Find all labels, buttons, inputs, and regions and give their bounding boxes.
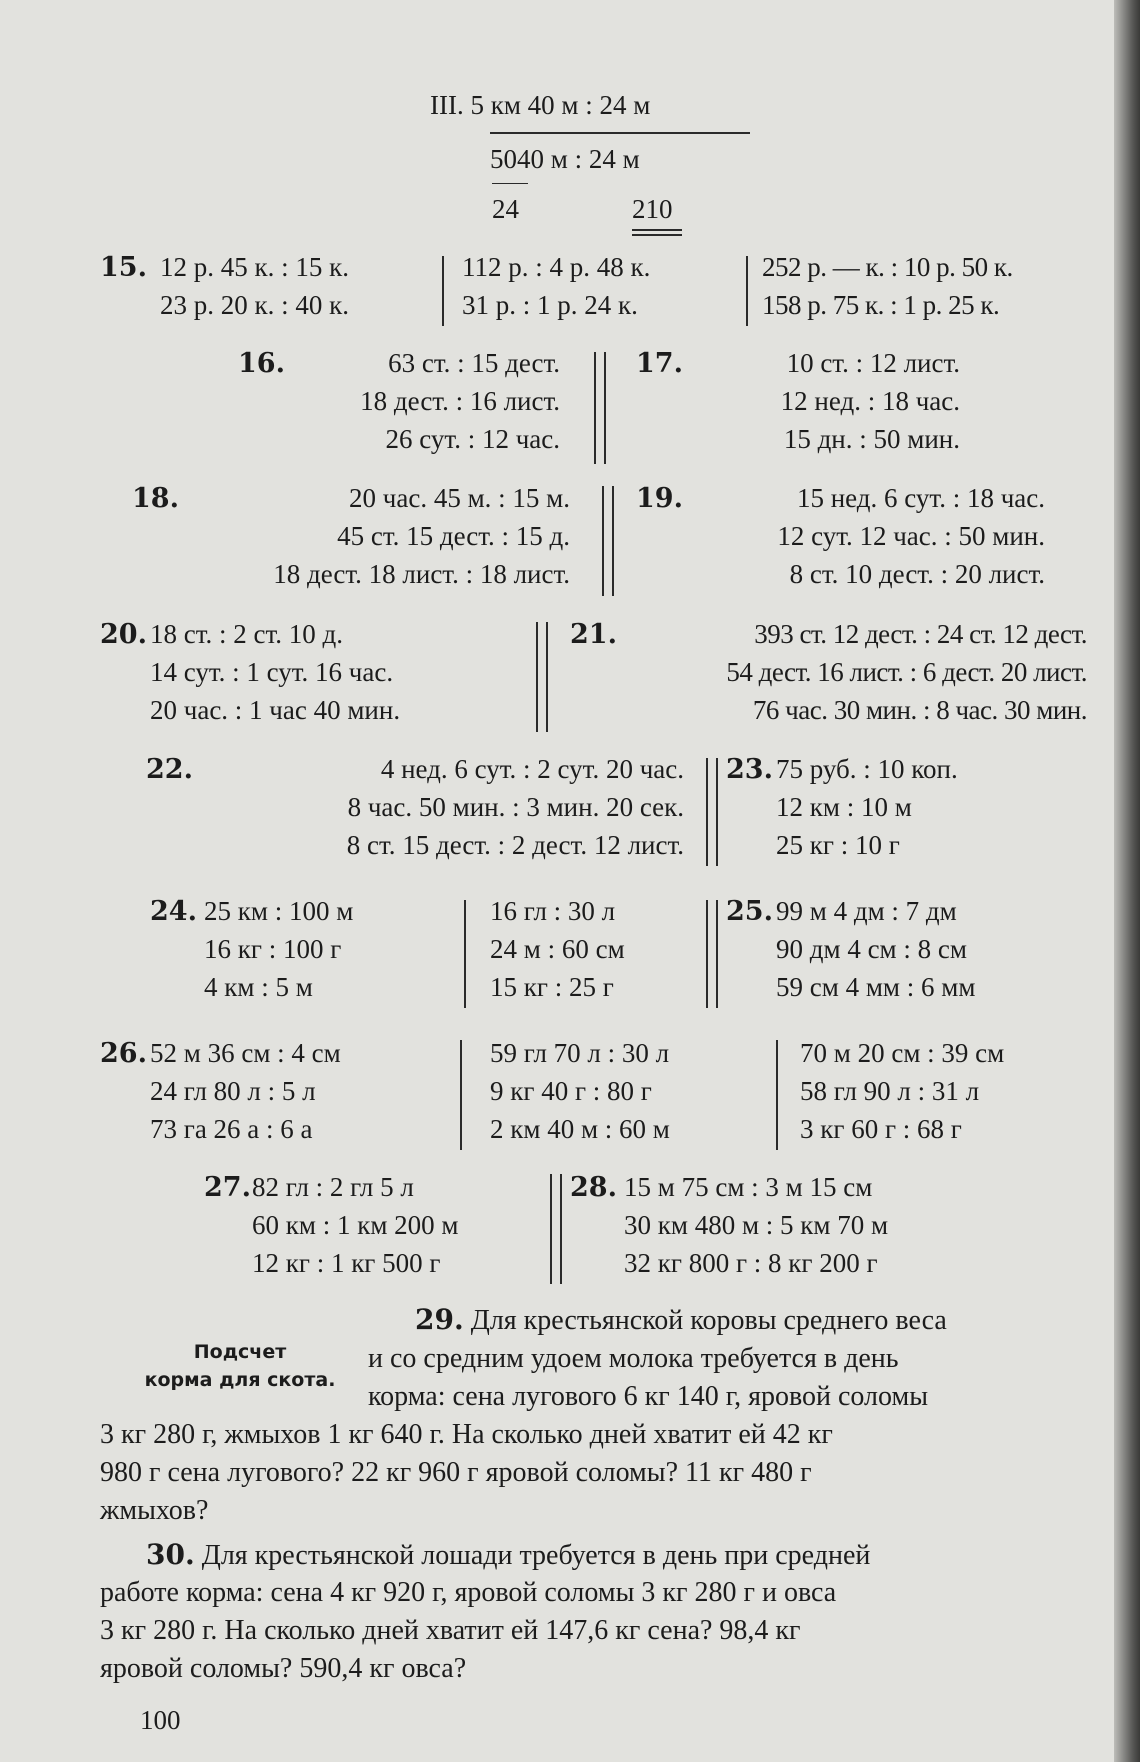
problem-row: 16 кг : 100 г — [204, 934, 342, 964]
problem-24-col-2 — [490, 892, 625, 1006]
problem-row: 63 ст. : 15 дест. — [388, 348, 560, 378]
problem-23-number — [726, 750, 773, 789]
problem-row: 15 нед. 6 сут. : 18 час. — [796, 483, 1045, 513]
problem-row: 4 км : 5 м — [204, 972, 313, 1002]
problem-20-rows — [150, 615, 400, 729]
problem-row: 59 см 4 мм : 6 мм — [776, 972, 976, 1002]
problem-21-number — [570, 615, 617, 654]
problem-row: 12 нед. : 18 час. — [780, 386, 960, 416]
problem-number: 25. — [726, 896, 773, 927]
problem-row: 75 руб. : 10 коп. — [776, 754, 958, 784]
problem-25-rows — [776, 892, 975, 1006]
problem-number: 23. — [726, 754, 773, 785]
problem-number: 17. — [636, 348, 683, 379]
problem-20-number — [100, 615, 147, 654]
problem-15-col-1-rows — [160, 248, 349, 324]
problem-row: 15 дн. : 50 мин. — [783, 424, 960, 454]
example-line-1: III. 5 км 40 м : 24 м — [430, 90, 651, 120]
example-result-right: 210 — [632, 194, 673, 224]
problem-row: 18 дест. 18 лист. : 18 лист. — [273, 559, 570, 589]
column-divider — [460, 1040, 462, 1150]
problem-row: 76 час. 30 мин. : 8 час. 30 мин. — [752, 695, 1087, 725]
problem-18-rows — [180, 479, 570, 593]
problem-row: 252 р. — к. : 10 р. 50 к. — [762, 252, 1013, 282]
problem-row: 12 кг : 1 кг 500 г — [252, 1248, 441, 1278]
problem-row: 393 ст. 12 дест. : 24 ст. 12 дест. — [754, 619, 1087, 649]
example-double-underline-1 — [632, 229, 682, 231]
problem-row: 12 р. 45 к. : 15 к. — [160, 252, 349, 282]
page-edge-shadow — [1114, 0, 1140, 1762]
problem-number: 20. — [100, 619, 147, 650]
problem-row: 60 км : 1 км 200 м — [252, 1210, 459, 1240]
example-result-left: 24 — [492, 194, 519, 224]
problem-row: 8 ст. 15 дест. : 2 дест. 12 лист. — [346, 830, 684, 860]
problem-row: 25 кг : 10 г — [776, 830, 900, 860]
problem-number: 22. — [146, 754, 193, 785]
paragraph-line: жмыхов? — [100, 1495, 209, 1526]
problem-row: 58 гл 90 л : 31 л — [800, 1076, 980, 1106]
problem-19-rows — [680, 479, 1045, 593]
problem-22-number — [146, 750, 193, 789]
problem-row: 18 ст. : 2 ст. 10 д. — [150, 619, 343, 649]
problem-number: 26. — [100, 1038, 147, 1069]
side-note-line: корма для скота. — [144, 1369, 336, 1391]
problem-number: 18. — [132, 483, 179, 514]
double-divider — [550, 1174, 562, 1284]
paragraph-line: яровой соломы? 590,4 кг овса? — [100, 1653, 467, 1684]
problem-row: 15 м 75 см : 3 м 15 см — [624, 1172, 873, 1202]
problem-row: 45 ст. 15 дест. : 15 д. — [337, 521, 570, 551]
problem-row: 12 км : 10 м — [776, 792, 912, 822]
problem-row: 30 км 480 м : 5 км 70 м — [624, 1210, 889, 1240]
paragraph-line: 3 кг 280 г, жмыхов 1 кг 640 г. На сколько дней хватит ей 42 кг — [100, 1419, 833, 1450]
problem-row: 32 кг 800 г : 8 кг 200 г — [624, 1248, 878, 1278]
example-underline-left — [492, 183, 528, 184]
problem-number: 24. — [150, 896, 197, 927]
problem-28-rows — [624, 1168, 888, 1282]
problem-26-col-2 — [490, 1034, 670, 1148]
problem-number: 16. — [238, 348, 285, 379]
double-divider — [536, 622, 548, 732]
problem-15-col-1 — [100, 248, 147, 287]
problem-number: 19. — [636, 483, 683, 514]
problem-15-col-3 — [762, 248, 1013, 324]
example-line-2: 5040 м : 24 м — [490, 144, 640, 174]
problem-28-number — [570, 1168, 617, 1207]
problem-17-rows — [690, 344, 960, 458]
problem-row: 8 ст. 10 дест. : 20 лист. — [789, 559, 1045, 589]
example-rule — [490, 132, 750, 134]
paragraph-line: Для крестьянской лошади требуется в день при средней — [201, 1540, 871, 1571]
example-double-underline-2 — [632, 234, 682, 236]
problem-row: 158 р. 75 к. : 1 р. 25 к. — [762, 290, 1000, 320]
side-note — [140, 1338, 340, 1394]
problem-row: 112 р. : 4 р. 48 к. — [462, 252, 651, 282]
problem-30-line-1 — [146, 1536, 1090, 1575]
problem-27-number — [204, 1168, 251, 1207]
problem-row: 12 сут. 12 час. : 50 мин. — [777, 521, 1045, 551]
problem-row: 52 м 36 см : 4 см — [150, 1038, 341, 1068]
problem-row: 10 ст. : 12 лист. — [786, 348, 960, 378]
problem-24-col-1 — [204, 892, 353, 1006]
problem-25-number — [726, 892, 773, 931]
problem-number: 21. — [570, 619, 617, 650]
problem-26-col-3 — [800, 1034, 1004, 1148]
problem-23-rows — [776, 750, 958, 864]
problem-16-rows — [290, 344, 560, 458]
problem-row: 2 км 40 м : 60 м — [490, 1114, 670, 1144]
problem-row: 3 кг 60 г : 68 г — [800, 1114, 962, 1144]
paragraph-line: Для крестьянской коровы среднего веса — [470, 1305, 947, 1336]
paragraph-line: работе корма: сена 4 кг 920 г, яровой соломы 3 кг 280 г и овса — [100, 1577, 837, 1608]
paragraph-line: 980 г сена лугового? 22 кг 960 г яровой соломы? 11 кг 480 г — [100, 1457, 812, 1488]
problem-row: 18 дест. : 16 лист. — [360, 386, 560, 416]
problem-row: 20 час. : 1 час 40 мин. — [150, 695, 401, 725]
problem-row: 54 дест. 16 лист. : 6 дест. 20 лист. — [726, 657, 1087, 687]
problem-row: 24 гл 80 л : 5 л — [150, 1076, 316, 1106]
problem-26-number — [100, 1034, 147, 1073]
problem-number: 29. — [415, 1303, 464, 1336]
problem-15-col-2 — [462, 248, 650, 324]
problem-row: 24 м : 60 см — [490, 934, 625, 964]
problem-row: 26 сут. : 12 час. — [385, 424, 560, 454]
problem-row: 8 час. 50 мин. : 3 мин. 20 сек. — [347, 792, 684, 822]
problem-row: 9 кг 40 г : 80 г — [490, 1076, 652, 1106]
double-divider — [706, 758, 718, 866]
double-divider — [602, 486, 614, 596]
double-divider — [594, 352, 606, 464]
problem-row: 25 км : 100 м — [204, 896, 354, 926]
problem-number: 27. — [204, 1172, 251, 1203]
problem-row: 16 гл : 30 л — [490, 896, 616, 926]
problem-number: 15. — [100, 252, 147, 283]
problem-row: 15 кг : 25 г — [490, 972, 614, 1002]
problem-row: 99 м 4 дм : 7 дм — [776, 896, 957, 926]
paragraph-line: и со средним удоем молока требуется в день — [368, 1343, 899, 1374]
problem-row: 14 сут. : 1 сут. 16 час. — [150, 657, 394, 687]
double-divider — [706, 900, 718, 1008]
page-number: 100 — [140, 1705, 181, 1735]
problem-row: 82 гл : 2 гл 5 л — [252, 1172, 414, 1202]
problem-27-rows — [252, 1168, 459, 1282]
column-divider — [442, 256, 444, 326]
problem-18-number — [132, 479, 179, 518]
column-divider — [746, 256, 748, 326]
problem-row: 23 р. 20 к. : 40 к. — [160, 290, 349, 320]
problem-16-number — [238, 344, 285, 383]
paragraph-line: 3 кг 280 г. На сколько дней хватит ей 147,6 кг сена? 98,4 кг — [100, 1615, 801, 1646]
problem-row: 70 м 20 см : 39 см — [800, 1038, 1005, 1068]
problem-row: 59 гл 70 л : 30 л — [490, 1038, 670, 1068]
problem-29-line-1 — [100, 1301, 1090, 1340]
problem-24-number — [150, 892, 197, 931]
problem-26-col-1 — [150, 1034, 341, 1148]
problem-row: 31 р. : 1 р. 24 к. — [462, 290, 638, 320]
problem-22-rows — [200, 750, 684, 864]
problem-number: 30. — [146, 1538, 195, 1571]
problem-row: 20 час. 45 м. : 15 м. — [349, 483, 570, 513]
problem-19-number — [636, 479, 683, 518]
problem-row: 4 нед. 6 сут. : 2 сут. 20 час. — [380, 754, 684, 784]
problem-number: 28. — [570, 1172, 617, 1203]
problem-row: 90 дм 4 см : 8 см — [776, 934, 967, 964]
problem-21-rows — [612, 615, 1087, 729]
column-divider — [776, 1040, 778, 1150]
problem-17-number — [636, 344, 683, 383]
column-divider — [464, 900, 466, 1008]
problem-row: 73 га 26 а : 6 а — [150, 1114, 313, 1144]
paragraph-line: корма: сена лугового 6 кг 140 г, яровой соломы — [368, 1381, 929, 1412]
side-note-line: Подсчет — [193, 1341, 287, 1363]
